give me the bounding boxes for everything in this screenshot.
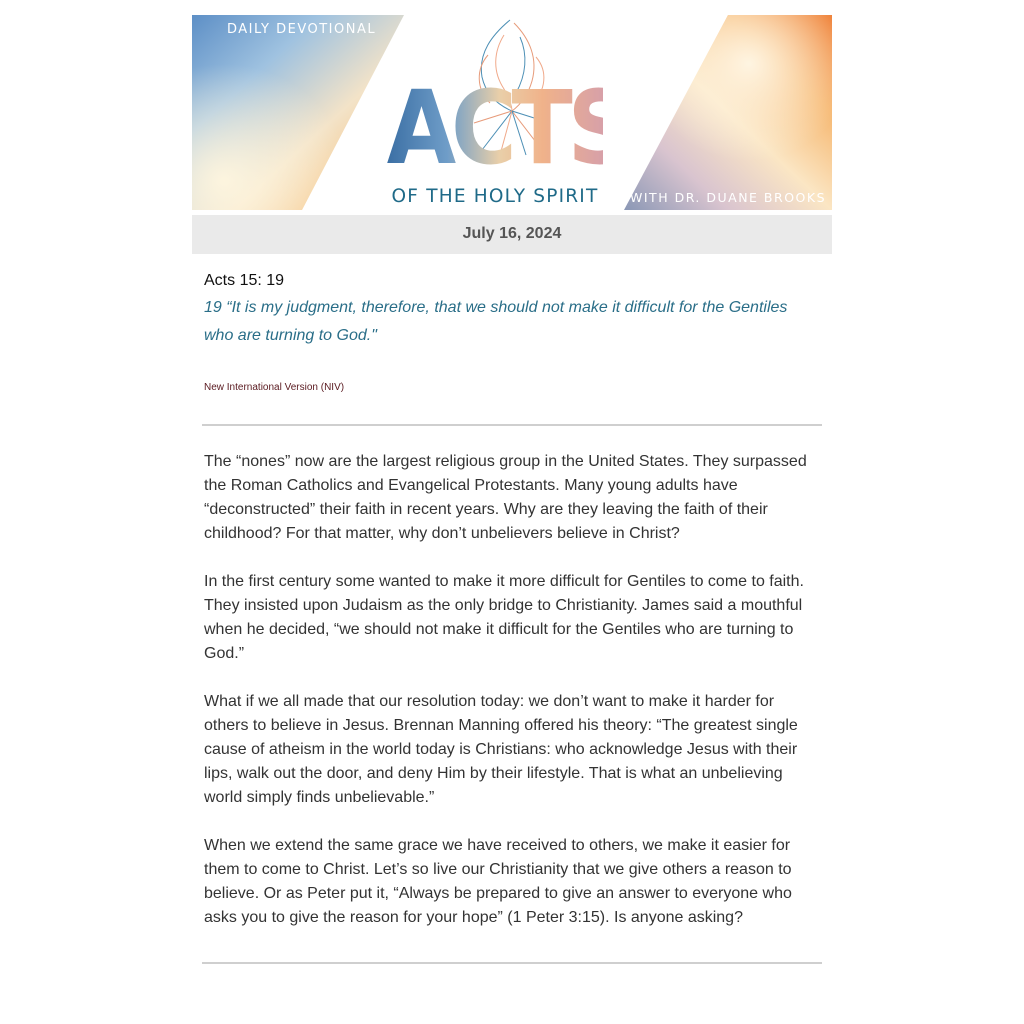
author-label: WITH DR. DUANE BROOKS bbox=[630, 190, 826, 205]
date-bar: July 16, 2024 bbox=[192, 215, 832, 254]
body-paragraph: What if we all made that our resolution today: we don’t want to make it harder for others to believe in Jesus. Brennan Manning offered his theory: “The greatest single cause of atheism in the world today is Christians: who acknowledge Jesus with their lips, walk out the door, and deny Him by their lifestyle. That is what an unbelieving world simply finds unbelievable.” bbox=[204, 693, 798, 806]
series-subtitle: OF THE HOLY SPIRIT bbox=[391, 186, 599, 207]
divider bbox=[202, 962, 822, 964]
body-paragraph: The “nones” now are the largest religious group in the United States. They surpassed the Roman Catholics and Evangelical Protestants. Many young adults have “deconstructed” their faith in recent years. Why are they leaving the faith of their childhood? For that matter, why don’t unbelievers believe in Christ? bbox=[204, 453, 807, 542]
scripture-section bbox=[192, 254, 832, 394]
bible-version: New International Version (NIV) bbox=[204, 382, 345, 393]
daily-devotional-label: DAILY DEVOTIONAL bbox=[227, 22, 377, 37]
series-title: ACTS bbox=[386, 69, 627, 188]
devotional-body bbox=[192, 426, 832, 930]
body-paragraph: In the first century some wanted to make it more difficult for Gentiles to come to faith. They insisted upon Judaism as the only bridge to Christianity. James said a mouthful when he decided, “we should not make it difficult for the Gentiles who are turning to God.” bbox=[204, 573, 804, 662]
scripture-verse: 19 “It is my judgment, therefore, that we should not make it difficult for the Gentiles who are turning to God." bbox=[204, 299, 788, 344]
devotional-email bbox=[192, 15, 832, 964]
body-paragraph: When we extend the same grace we have received to others, we make it easier for them to come to Christ. Let’s so live our Christianity that we give others a reason to believe. Or as Peter put it, “Always be prepared to give an answer to everyone who asks you to give the reason for your hope” (1 Peter 3:15). Is anyone asking? bbox=[204, 837, 792, 926]
header-banner bbox=[192, 15, 832, 210]
scripture-reference: Acts 15: 19 bbox=[204, 272, 285, 289]
